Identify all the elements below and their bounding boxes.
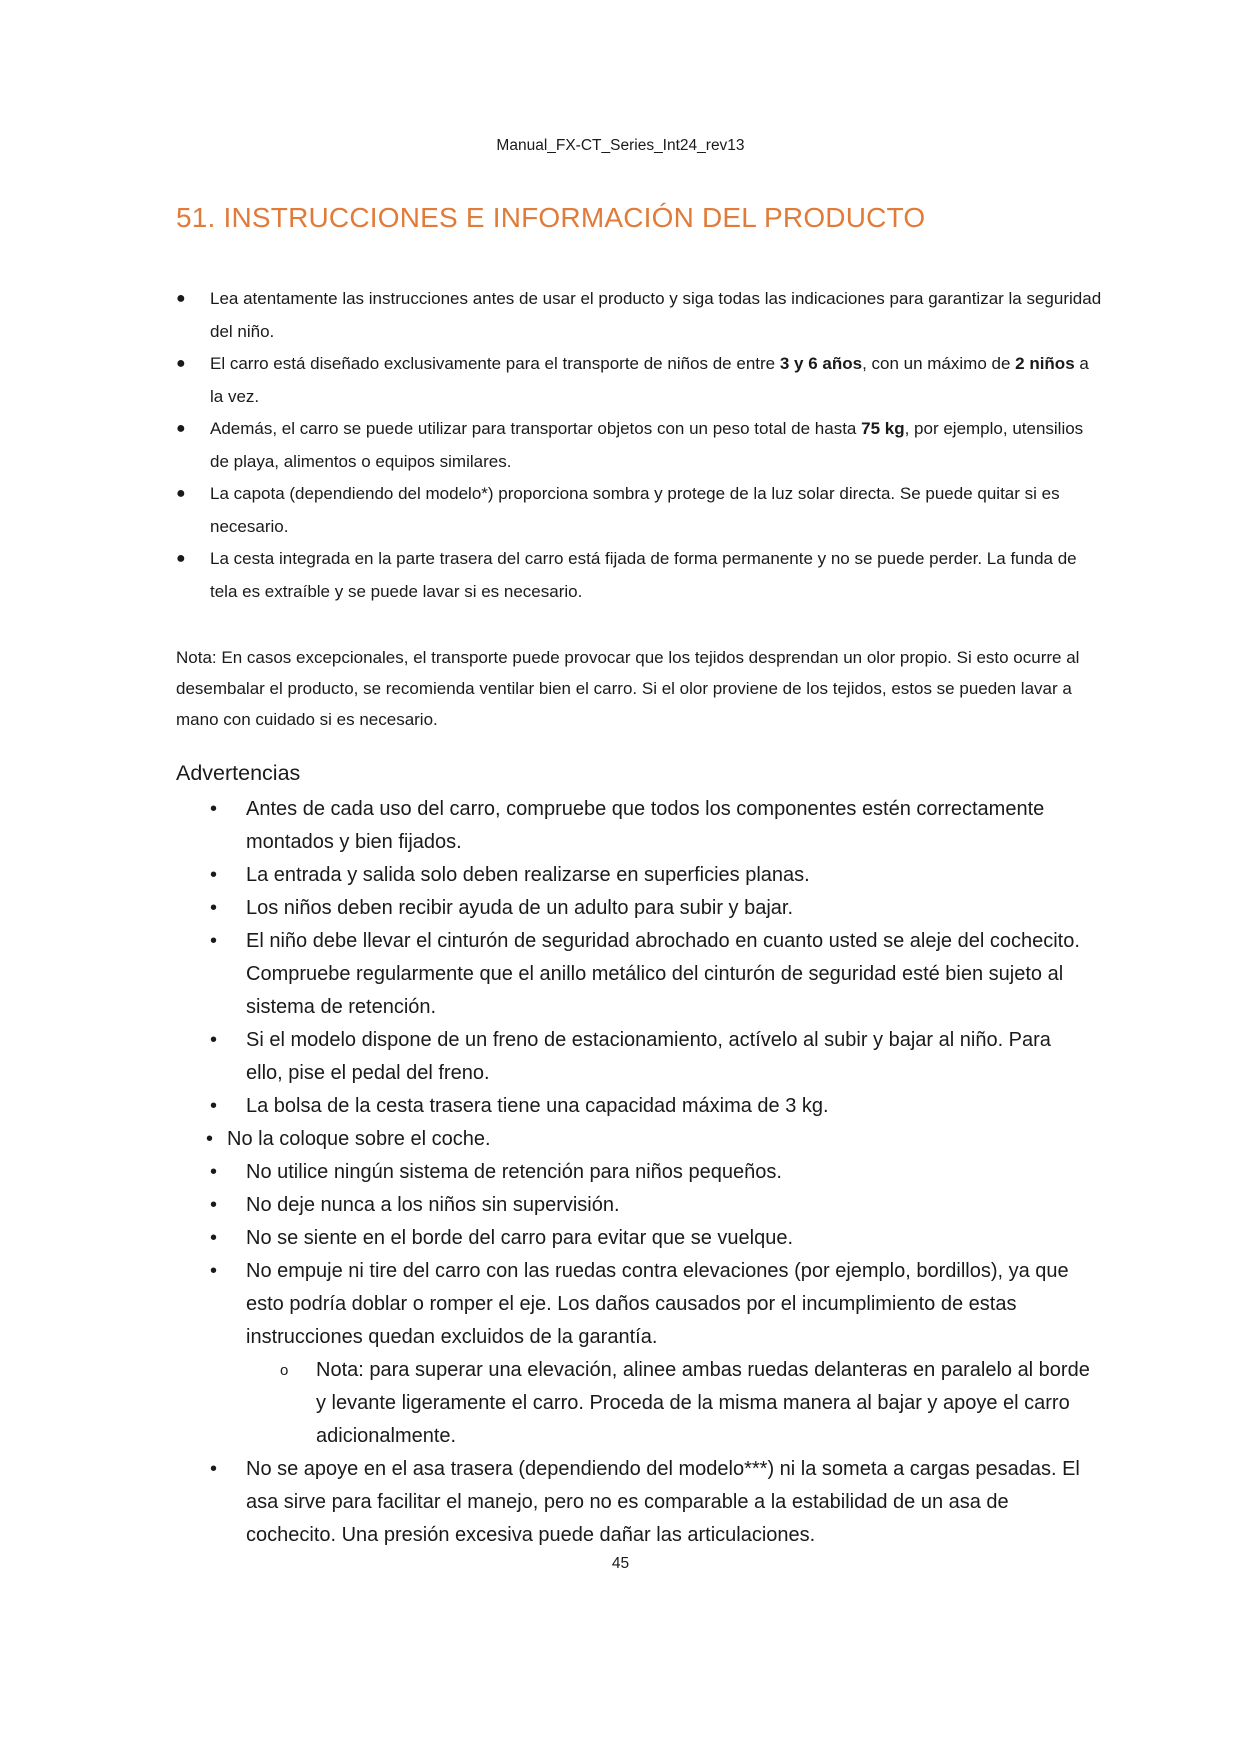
note-paragraph (176, 642, 1106, 735)
bold-text: 3 y 6 años (779, 354, 863, 373)
bullet-icon: • (210, 1194, 218, 1216)
warning-item (210, 1222, 1090, 1255)
warning-item (210, 1090, 1090, 1123)
list-item (176, 283, 1106, 348)
bullet-icon: ● (176, 485, 186, 502)
warning-text: Antes de cada uso del carro, compruebe que todos los componentes estén correctamente montados y bien fijados. (246, 798, 1045, 853)
bullet-icon: ● (176, 355, 186, 372)
bullet-icon: • (210, 897, 218, 919)
warning-text: Los niños deben recibir ayuda de un adulto para subir y bajar. (246, 897, 794, 919)
item-text: a la vez. (210, 354, 1089, 406)
warning-text: No se siente en el borde del carro para evitar que se vuelque. (246, 1227, 794, 1249)
warning-text: Si el modelo dispone de un freno de estacionamiento, actívelo al subir y bajar al niño. Para ello, pise el pedal del freno. (246, 1029, 1051, 1084)
page-number: 45 (611, 1555, 630, 1572)
item-text: La cesta integrada en la parte trasera del carro está fijada de forma permanente y no se puede perder. La funda de tela es extraíble y se puede lavar si es necesario. (210, 549, 1077, 601)
warning-item (210, 1189, 1090, 1222)
warning-text: No se apoye en el asa trasera (dependiendo del modelo***) ni la someta a cargas pesadas. El asa sirve para facilitar el manejo, pero no es comparable a la estabilidad de un asa de cochecito. Una presión excesiva puede dañar las articulaciones. (246, 1458, 1080, 1546)
bullet-icon: • (210, 864, 218, 886)
warning-text: No utilice ningún sistema de retención para niños pequeños. (246, 1161, 782, 1183)
warnings-heading: Advertencias (176, 761, 301, 785)
warning-text: La bolsa de la cesta trasera tiene una capacidad máxima de 3 kg. (246, 1095, 829, 1117)
bullet-icon: • (210, 1029, 218, 1051)
page-header: Manual_FX-CT_Series_Int24_rev13 (496, 137, 745, 154)
item-text: , por ejemplo, utensilios de playa, alimentos o equipos similares. (210, 419, 1084, 471)
item-text: Lea atentamente las instrucciones antes de usar el producto y siga todas las indicaciones para garantizar la seguridad del niño. (210, 289, 1102, 341)
warning-item (210, 892, 1090, 925)
warning-item (210, 1255, 1090, 1354)
bullet-icon: ● (176, 290, 186, 307)
bullet-icon: • (210, 1095, 218, 1117)
warning-item (210, 1156, 1090, 1189)
bullet-icon: • (210, 1260, 218, 1282)
bullet-icon: ● (176, 420, 186, 437)
warning-item (206, 1123, 1090, 1156)
hollow-bullet-icon: o (280, 1362, 289, 1379)
warning-item (210, 925, 1090, 1024)
list-item (176, 543, 1106, 608)
bold-text: 2 niños (1015, 354, 1075, 373)
section-title: 51. INSTRUCCIONES E INFORMACIÓN DEL PRODUCTO (176, 202, 926, 233)
warning-text: Nota: para superar una elevación, alinee ambas ruedas delanteras en paralelo al borde y levante ligeramente el carro. Proceda de la misma manera al bajar y apoye el carro adicionalmente. (316, 1359, 1090, 1447)
warning-text: No empuje ni tire del carro con las ruedas contra elevaciones (por ejemplo, bordillos), ya que esto podría doblar o romper el eje. Los daños causados por el incumplimiento de estas instrucciones quedan excluidos de la garantía. (246, 1260, 1069, 1348)
warning-item (210, 1024, 1090, 1090)
bullet-icon: • (210, 1227, 218, 1249)
note-label: Nota: (176, 648, 217, 667)
warning-item (210, 859, 1090, 892)
list-item (176, 413, 1106, 478)
bullet-icon: • (210, 1458, 218, 1480)
warning-text: La entrada y salida solo deben realizarse en superficies planas. (246, 864, 810, 886)
warning-text: No la coloque sobre el coche. (227, 1128, 491, 1150)
bullet-icon: ● (176, 550, 186, 567)
warnings-list (206, 793, 1090, 1552)
item-text: , con un máximo de (862, 354, 1016, 373)
bold-text: 75 kg (861, 419, 905, 438)
warning-subitem (210, 1354, 1090, 1453)
item-text: Además, el carro se puede utilizar para transportar objetos con un peso total de hasta (210, 419, 862, 438)
note-text: En casos excepcionales, el transporte puede provocar que los tejidos desprendan un olor propio. Si esto ocurre al desembalar el producto, se recomienda ventilar bien el carro. Si el olor proviene de los tejidos, estos se pueden lavar a mano con cuidado si es necesario. (176, 648, 1080, 729)
warning-item (210, 1453, 1090, 1552)
list-item (176, 348, 1106, 413)
bullet-icon: • (210, 798, 218, 820)
bullet-icon: • (210, 1161, 218, 1183)
warning-text: El niño debe llevar el cinturón de seguridad abrochado en cuanto usted se aleje del cochecito. Compruebe regularmente que el anillo metálico del cinturón de seguridad esté bien sujeto al sistema de retención. (246, 930, 1080, 1018)
list-item (176, 478, 1106, 543)
warning-item (210, 793, 1090, 859)
warning-text: No deje nunca a los niños sin supervisión. (246, 1194, 620, 1216)
product-info-list (176, 283, 1106, 608)
bullet-icon: • (206, 1128, 214, 1150)
item-text: El carro está diseñado exclusivamente para el transporte de niños de entre (210, 354, 780, 373)
bullet-icon: • (210, 930, 218, 952)
item-text: La capota (dependiendo del modelo*) proporciona sombra y protege de la luz solar directa. Se puede quitar si es necesario. (210, 484, 1060, 536)
